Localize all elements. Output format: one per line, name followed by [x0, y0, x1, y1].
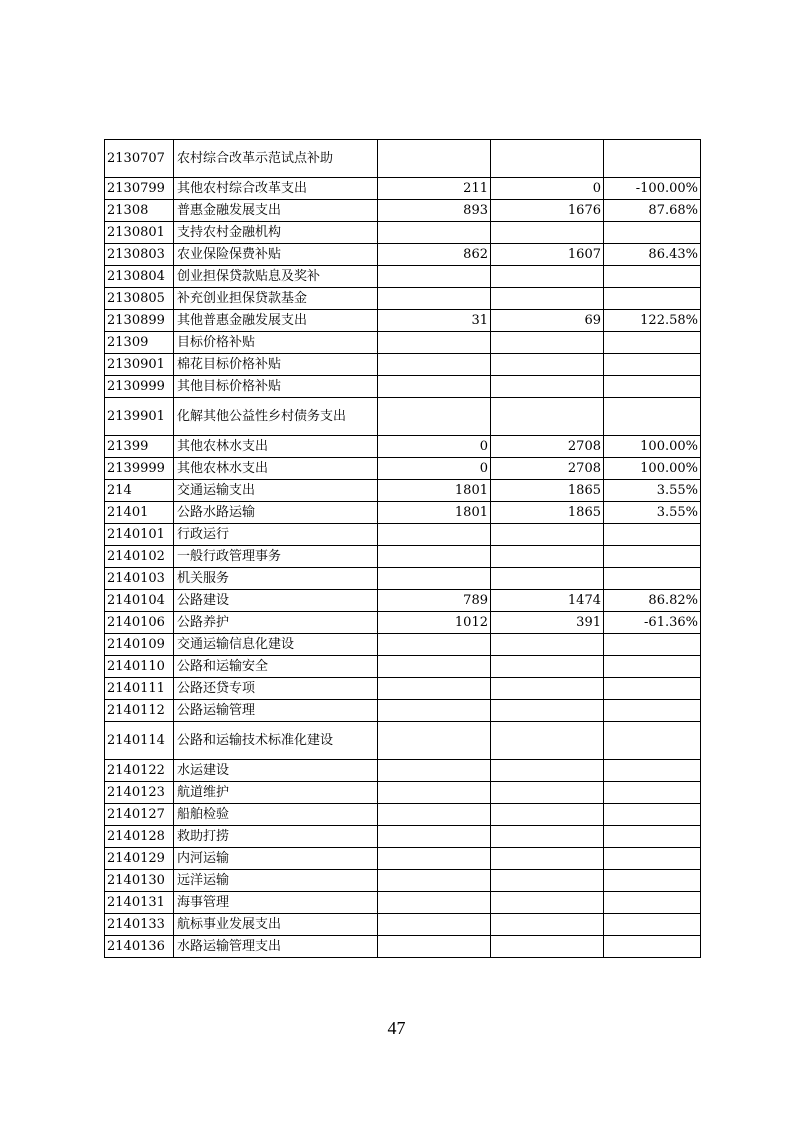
budget-table: [104, 139, 701, 958]
table-row: [105, 700, 701, 722]
cell-curr-amount: 0: [491, 178, 604, 200]
cell-change-rate: 3.55%: [604, 502, 701, 524]
table-row: [105, 332, 701, 354]
cell-prev-amount: [378, 870, 491, 892]
cell-prev-amount: [378, 524, 491, 546]
cell-curr-amount: [491, 700, 604, 722]
cell-code: 2140104: [105, 590, 174, 612]
cell-curr-amount: [491, 332, 604, 354]
cell-change-rate: [604, 826, 701, 848]
cell-code: 2140109: [105, 634, 174, 656]
cell-prev-amount: 211: [378, 178, 491, 200]
cell-code: 2130805: [105, 288, 174, 310]
cell-name: 目标价格补贴: [174, 332, 378, 354]
cell-change-rate: [604, 914, 701, 936]
cell-prev-amount: [378, 848, 491, 870]
cell-change-rate: [604, 524, 701, 546]
cell-curr-amount: [491, 892, 604, 914]
cell-name: 其他普惠金融发展支出: [174, 310, 378, 332]
cell-code: 2140103: [105, 568, 174, 590]
cell-name: 其他农村综合改革支出: [174, 178, 378, 200]
cell-code: 2140112: [105, 700, 174, 722]
table-row: [105, 140, 701, 178]
table-row: [105, 892, 701, 914]
table-row: [105, 848, 701, 870]
cell-prev-amount: [378, 288, 491, 310]
cell-curr-amount: 1676: [491, 200, 604, 222]
cell-prev-amount: [378, 782, 491, 804]
cell-name: 农村综合改革示范试点补助: [174, 140, 378, 178]
cell-name: 化解其他公益性乡村债务支出: [174, 398, 378, 436]
cell-name: 公路和运输安全: [174, 656, 378, 678]
table-row: [105, 590, 701, 612]
cell-code: 2140129: [105, 848, 174, 870]
cell-curr-amount: [491, 656, 604, 678]
table-row: [105, 480, 701, 502]
cell-change-rate: -61.36%: [604, 612, 701, 634]
table-row: [105, 870, 701, 892]
cell-code: 214: [105, 480, 174, 502]
cell-prev-amount: [378, 266, 491, 288]
table-row: [105, 936, 701, 958]
cell-prev-amount: [378, 222, 491, 244]
cell-change-rate: [604, 848, 701, 870]
cell-name: 其他农林水支出: [174, 436, 378, 458]
table-row: [105, 524, 701, 546]
table-row: [105, 502, 701, 524]
cell-prev-amount: [378, 760, 491, 782]
cell-change-rate: [604, 140, 701, 178]
cell-code: 2130803: [105, 244, 174, 266]
cell-curr-amount: 2708: [491, 458, 604, 480]
cell-change-rate: [604, 288, 701, 310]
cell-curr-amount: [491, 376, 604, 398]
cell-curr-amount: 2708: [491, 436, 604, 458]
cell-name: 公路水路运输: [174, 502, 378, 524]
cell-code: 2139901: [105, 398, 174, 436]
cell-change-rate: [604, 892, 701, 914]
cell-curr-amount: [491, 398, 604, 436]
cell-name: 水路运输管理支出: [174, 936, 378, 958]
table-row: [105, 678, 701, 700]
table-row: [105, 568, 701, 590]
cell-code: 2140133: [105, 914, 174, 936]
cell-curr-amount: [491, 288, 604, 310]
table-row: [105, 612, 701, 634]
cell-change-rate: 100.00%: [604, 458, 701, 480]
cell-curr-amount: [491, 524, 604, 546]
cell-prev-amount: [378, 546, 491, 568]
cell-prev-amount: 862: [378, 244, 491, 266]
cell-change-rate: [604, 936, 701, 958]
cell-prev-amount: [378, 700, 491, 722]
cell-code: 2140128: [105, 826, 174, 848]
cell-code: 21401: [105, 502, 174, 524]
cell-change-rate: [604, 804, 701, 826]
cell-change-rate: 86.43%: [604, 244, 701, 266]
cell-prev-amount: [378, 804, 491, 826]
cell-change-rate: 3.55%: [604, 480, 701, 502]
cell-prev-amount: 1012: [378, 612, 491, 634]
cell-name: 创业担保贷款贴息及奖补: [174, 266, 378, 288]
cell-name: 农业保险保费补贴: [174, 244, 378, 266]
cell-name: 普惠金融发展支出: [174, 200, 378, 222]
cell-change-rate: 122.58%: [604, 310, 701, 332]
cell-prev-amount: [378, 634, 491, 656]
cell-code: 2140106: [105, 612, 174, 634]
page-number: 47: [387, 1018, 406, 1038]
cell-curr-amount: [491, 568, 604, 590]
cell-name: 船舶检验: [174, 804, 378, 826]
cell-name: 水运建设: [174, 760, 378, 782]
cell-prev-amount: [378, 656, 491, 678]
cell-prev-amount: 0: [378, 458, 491, 480]
table-row: [105, 222, 701, 244]
cell-name: 航标事业发展支出: [174, 914, 378, 936]
cell-change-rate: [604, 568, 701, 590]
cell-name: 公路建设: [174, 590, 378, 612]
cell-prev-amount: [378, 398, 491, 436]
cell-name: 行政运行: [174, 524, 378, 546]
table-row: [105, 354, 701, 376]
table-row: [105, 376, 701, 398]
cell-prev-amount: [378, 936, 491, 958]
cell-curr-amount: 1474: [491, 590, 604, 612]
cell-name: 机关服务: [174, 568, 378, 590]
cell-code: 2130999: [105, 376, 174, 398]
cell-prev-amount: [378, 722, 491, 760]
cell-change-rate: 100.00%: [604, 436, 701, 458]
cell-code: 2140122: [105, 760, 174, 782]
table-row: [105, 914, 701, 936]
cell-change-rate: [604, 678, 701, 700]
cell-name: 内河运输: [174, 848, 378, 870]
cell-curr-amount: 69: [491, 310, 604, 332]
cell-curr-amount: 391: [491, 612, 604, 634]
table-row: [105, 310, 701, 332]
table-row: [105, 782, 701, 804]
cell-prev-amount: [378, 354, 491, 376]
cell-prev-amount: 893: [378, 200, 491, 222]
cell-prev-amount: [378, 826, 491, 848]
cell-curr-amount: [491, 354, 604, 376]
cell-code: 2140101: [105, 524, 174, 546]
cell-curr-amount: [491, 826, 604, 848]
table-body: [105, 140, 701, 958]
cell-prev-amount: [378, 568, 491, 590]
cell-code: 2130804: [105, 266, 174, 288]
cell-name: 救助打捞: [174, 826, 378, 848]
cell-code: 21399: [105, 436, 174, 458]
cell-change-rate: [604, 782, 701, 804]
cell-curr-amount: 1865: [491, 480, 604, 502]
cell-code: 21308: [105, 200, 174, 222]
table-row: [105, 546, 701, 568]
cell-code: 2140110: [105, 656, 174, 678]
cell-code: 2140131: [105, 892, 174, 914]
table-row: [105, 722, 701, 760]
cell-code: 2130901: [105, 354, 174, 376]
cell-prev-amount: [378, 914, 491, 936]
cell-name: 交通运输支出: [174, 480, 378, 502]
cell-name: 补充创业担保贷款基金: [174, 288, 378, 310]
cell-change-rate: [604, 870, 701, 892]
cell-name: 公路和运输技术标准化建设: [174, 722, 378, 760]
cell-curr-amount: [491, 936, 604, 958]
table-row: [105, 398, 701, 436]
cell-curr-amount: 1607: [491, 244, 604, 266]
cell-change-rate: [604, 398, 701, 436]
cell-prev-amount: [378, 376, 491, 398]
cell-code: 2140130: [105, 870, 174, 892]
cell-code: 2140111: [105, 678, 174, 700]
cell-name: 其他目标价格补贴: [174, 376, 378, 398]
cell-curr-amount: [491, 634, 604, 656]
cell-curr-amount: [491, 722, 604, 760]
cell-curr-amount: [491, 760, 604, 782]
cell-change-rate: [604, 634, 701, 656]
table-row: [105, 826, 701, 848]
cell-name: 其他农林水支出: [174, 458, 378, 480]
cell-change-rate: -100.00%: [604, 178, 701, 200]
cell-prev-amount: 1801: [378, 480, 491, 502]
table-row: [105, 288, 701, 310]
table-row: [105, 200, 701, 222]
cell-name: 一般行政管理事务: [174, 546, 378, 568]
cell-curr-amount: [491, 140, 604, 178]
cell-code: 2140114: [105, 722, 174, 760]
cell-change-rate: [604, 722, 701, 760]
cell-curr-amount: [491, 546, 604, 568]
table-row: [105, 760, 701, 782]
cell-curr-amount: 1865: [491, 502, 604, 524]
table-row: [105, 656, 701, 678]
cell-change-rate: 87.68%: [604, 200, 701, 222]
cell-code: 2140136: [105, 936, 174, 958]
cell-code: 2130799: [105, 178, 174, 200]
cell-name: 公路养护: [174, 612, 378, 634]
cell-name: 远洋运输: [174, 870, 378, 892]
cell-name: 公路还贷专项: [174, 678, 378, 700]
cell-change-rate: [604, 656, 701, 678]
cell-curr-amount: [491, 782, 604, 804]
cell-curr-amount: [491, 848, 604, 870]
cell-curr-amount: [491, 914, 604, 936]
cell-prev-amount: [378, 140, 491, 178]
cell-name: 支持农村金融机构: [174, 222, 378, 244]
cell-prev-amount: 789: [378, 590, 491, 612]
table-row: [105, 266, 701, 288]
cell-curr-amount: [491, 678, 604, 700]
cell-code: 2139999: [105, 458, 174, 480]
cell-prev-amount: [378, 332, 491, 354]
cell-change-rate: [604, 266, 701, 288]
cell-name: 航道维护: [174, 782, 378, 804]
table-row: [105, 634, 701, 656]
cell-curr-amount: [491, 870, 604, 892]
cell-name: 棉花目标价格补贴: [174, 354, 378, 376]
cell-code: 2140123: [105, 782, 174, 804]
cell-prev-amount: [378, 892, 491, 914]
cell-name: 海事管理: [174, 892, 378, 914]
cell-code: 2130801: [105, 222, 174, 244]
cell-code: 21309: [105, 332, 174, 354]
cell-change-rate: [604, 222, 701, 244]
cell-prev-amount: [378, 678, 491, 700]
cell-change-rate: [604, 376, 701, 398]
table-row: [105, 436, 701, 458]
cell-prev-amount: 31: [378, 310, 491, 332]
cell-curr-amount: [491, 266, 604, 288]
table-row: [105, 178, 701, 200]
table-row: [105, 244, 701, 266]
table-row: [105, 458, 701, 480]
cell-prev-amount: 0: [378, 436, 491, 458]
cell-code: 2140127: [105, 804, 174, 826]
cell-change-rate: [604, 546, 701, 568]
table-row: [105, 804, 701, 826]
cell-prev-amount: 1801: [378, 502, 491, 524]
cell-change-rate: [604, 354, 701, 376]
cell-code: 2140102: [105, 546, 174, 568]
cell-change-rate: [604, 760, 701, 782]
cell-code: 2130707: [105, 140, 174, 178]
cell-curr-amount: [491, 222, 604, 244]
cell-curr-amount: [491, 804, 604, 826]
cell-change-rate: 86.82%: [604, 590, 701, 612]
cell-change-rate: [604, 700, 701, 722]
cell-change-rate: [604, 332, 701, 354]
cell-name: 公路运输管理: [174, 700, 378, 722]
cell-name: 交通运输信息化建设: [174, 634, 378, 656]
cell-code: 2130899: [105, 310, 174, 332]
